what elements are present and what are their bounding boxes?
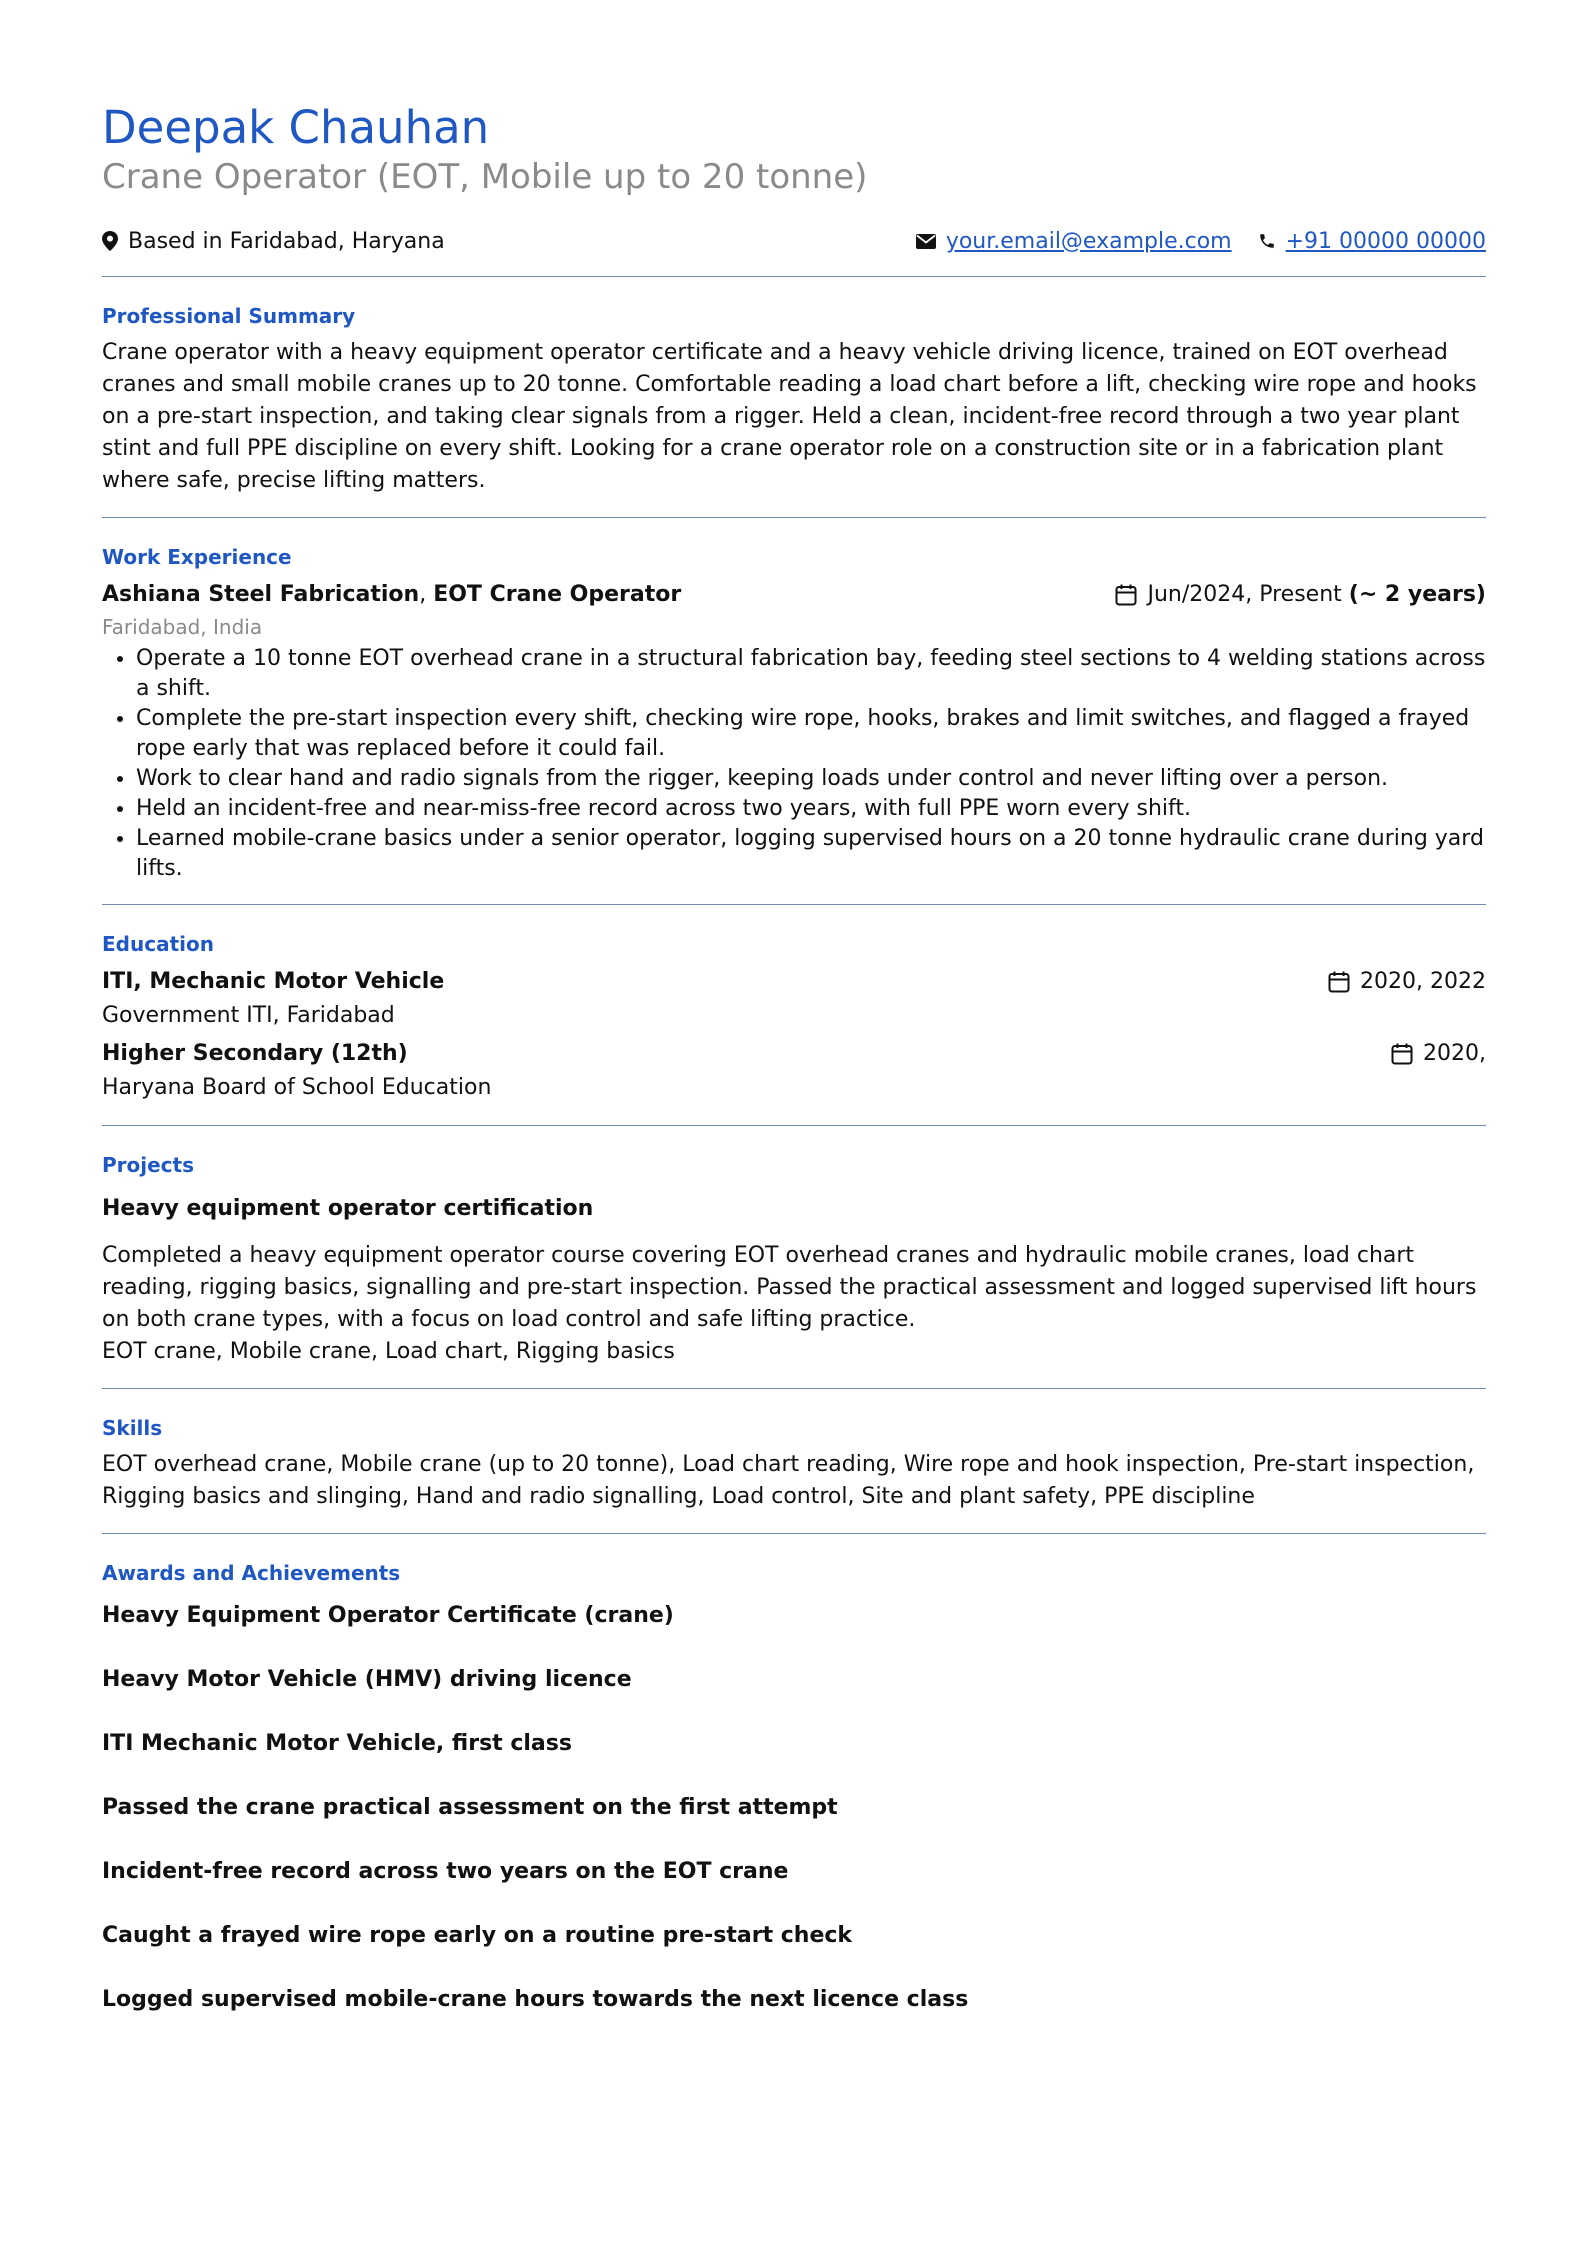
project-tags: EOT crane, Mobile crane, Load chart, Rigging basics <box>102 1339 675 1364</box>
section-title-projects: Projects <box>102 1153 195 1177</box>
location <box>102 229 445 254</box>
education-dates <box>1391 1037 1486 1071</box>
list-item: • Work to clear hand and radio signals from the rigger, keeping loads under control and never lifting over a person. <box>136 764 1486 794</box>
phone-icon <box>1258 232 1276 250</box>
school-name: Government ITI, Faridabad <box>102 1003 395 1028</box>
section-title-awards: Awards and Achievements <box>102 1561 401 1585</box>
divider <box>102 517 1486 518</box>
projects-section <box>102 1152 1486 1368</box>
date-range: 2020, 2022 <box>1360 969 1486 994</box>
calendar-icon <box>1328 971 1350 993</box>
school-name: Haryana Board of School Education <box>102 1075 492 1100</box>
job-title: EOT Crane Operator <box>433 582 682 607</box>
divider <box>102 1388 1486 1389</box>
date-range: Jun/2024, Present <box>1147 582 1342 607</box>
award-item: Passed the crane practical assessment on the first attempt <box>102 1795 838 1820</box>
award-item: Heavy Motor Vehicle (HMV) driving licence <box>102 1667 632 1692</box>
project-title: Heavy equipment operator certification <box>102 1196 594 1221</box>
education-entry-header <box>102 965 1486 999</box>
candidate-name: Deepak Chauhan <box>102 101 490 154</box>
list-item: • Complete the pre-start inspection every shift, checking wire rope, hooks, brakes and limit switches, and flagged a frayed rope early that was replaced before it could fail. <box>136 704 1486 764</box>
divider <box>102 904 1486 905</box>
award-item: Caught a frayed wire rope early on a routine pre-start check <box>102 1923 853 1948</box>
degree: ITI, Mechanic Motor Vehicle <box>102 969 445 994</box>
experience-section <box>102 544 1486 884</box>
duration: (~ 2 years) <box>1348 582 1486 607</box>
experience-entry-header <box>102 578 1486 612</box>
envelope-icon <box>916 234 936 249</box>
date-range: 2020, <box>1423 1041 1486 1066</box>
awards-section <box>102 1560 1486 2016</box>
map-pin-icon <box>102 231 118 251</box>
divider <box>102 276 1486 277</box>
project-description: Completed a heavy equipment operator course covering EOT overhead cranes and hydraulic mobile cranes, load chart reading, rigging basics, signalling and pre-start inspection. Passed the practical assessment and logged supervised lift hours on both crane types, with a focus on load control and safe lifting practice. <box>102 1243 1477 1332</box>
summary-section <box>102 303 1486 497</box>
phone-link[interactable]: +91 00000 00000 <box>1285 228 1486 254</box>
experience-bullets <box>102 644 1486 884</box>
section-title-skills: Skills <box>102 1416 163 1440</box>
award-item: Logged supervised mobile-crane hours towards the next licence class <box>102 1987 969 2012</box>
education-dates <box>1328 965 1486 999</box>
list-item: • Learned mobile-crane basics under a senior operator, logging supervised hours on a 20 tonne hydraulic crane during yard lifts. <box>136 824 1486 884</box>
list-item: • Held an incident-free and near-miss-free record across two years, with full PPE worn every shift. <box>136 794 1486 824</box>
skills-text: EOT overhead crane, Mobile crane (up to 20 tonne), Load chart reading, Wire rope and hook inspection, Pre-start inspection, Rigging basics and slinging, Hand and radio signalling, Load control, Site and plant safety, PPE discipline <box>102 1452 1475 1509</box>
candidate-role: Crane Operator (EOT, Mobile up to 20 tonne) <box>102 157 868 197</box>
section-title-education: Education <box>102 932 214 956</box>
separator: , <box>419 582 434 607</box>
award-item: Heavy Equipment Operator Certificate (crane) <box>102 1603 674 1628</box>
award-item: ITI Mechanic Motor Vehicle, first class <box>102 1731 572 1756</box>
experience-dates <box>1115 578 1486 612</box>
job-location: Faridabad, India <box>102 615 263 639</box>
divider <box>102 1533 1486 1534</box>
contact-bar <box>102 226 1486 256</box>
degree: Higher Secondary (12th) <box>102 1041 408 1066</box>
calendar-icon <box>1391 1043 1413 1065</box>
email <box>916 229 1232 254</box>
education-section <box>102 931 1486 1105</box>
list-item: • Operate a 10 tonne EOT overhead crane in a structural fabrication bay, feeding steel sections to 4 welding stations across a shift. <box>136 644 1486 704</box>
award-item: Incident-free record across two years on the EOT crane <box>102 1859 789 1884</box>
email-link[interactable]: your.email@example.com <box>945 228 1232 254</box>
divider <box>102 1125 1486 1126</box>
section-title-summary: Professional Summary <box>102 304 356 328</box>
phone <box>1258 229 1486 254</box>
calendar-icon <box>1115 584 1137 606</box>
education-entry-header <box>102 1037 1486 1071</box>
company-name: Ashiana Steel Fabrication <box>102 582 420 607</box>
summary-text: Crane operator with a heavy equipment operator certificate and a heavy vehicle driving licence, trained on EOT overhead cranes and small mobile cranes up to 20 tonne. Comfortable reading a load chart before a lift, checking wire rope and hooks on a pre-start inspection, and taking clear signals from a rigger. Held a clean, incident-free record through a two year plant stint and full PPE discipline on every shift. Looking for a crane operator role on a construction site or in a fabrication plant where safe, precise lifting matters. <box>102 340 1477 493</box>
section-title-experience: Work Experience <box>102 545 292 569</box>
skills-section <box>102 1415 1486 1513</box>
location-text: Based in Faridabad, Haryana <box>128 228 445 254</box>
